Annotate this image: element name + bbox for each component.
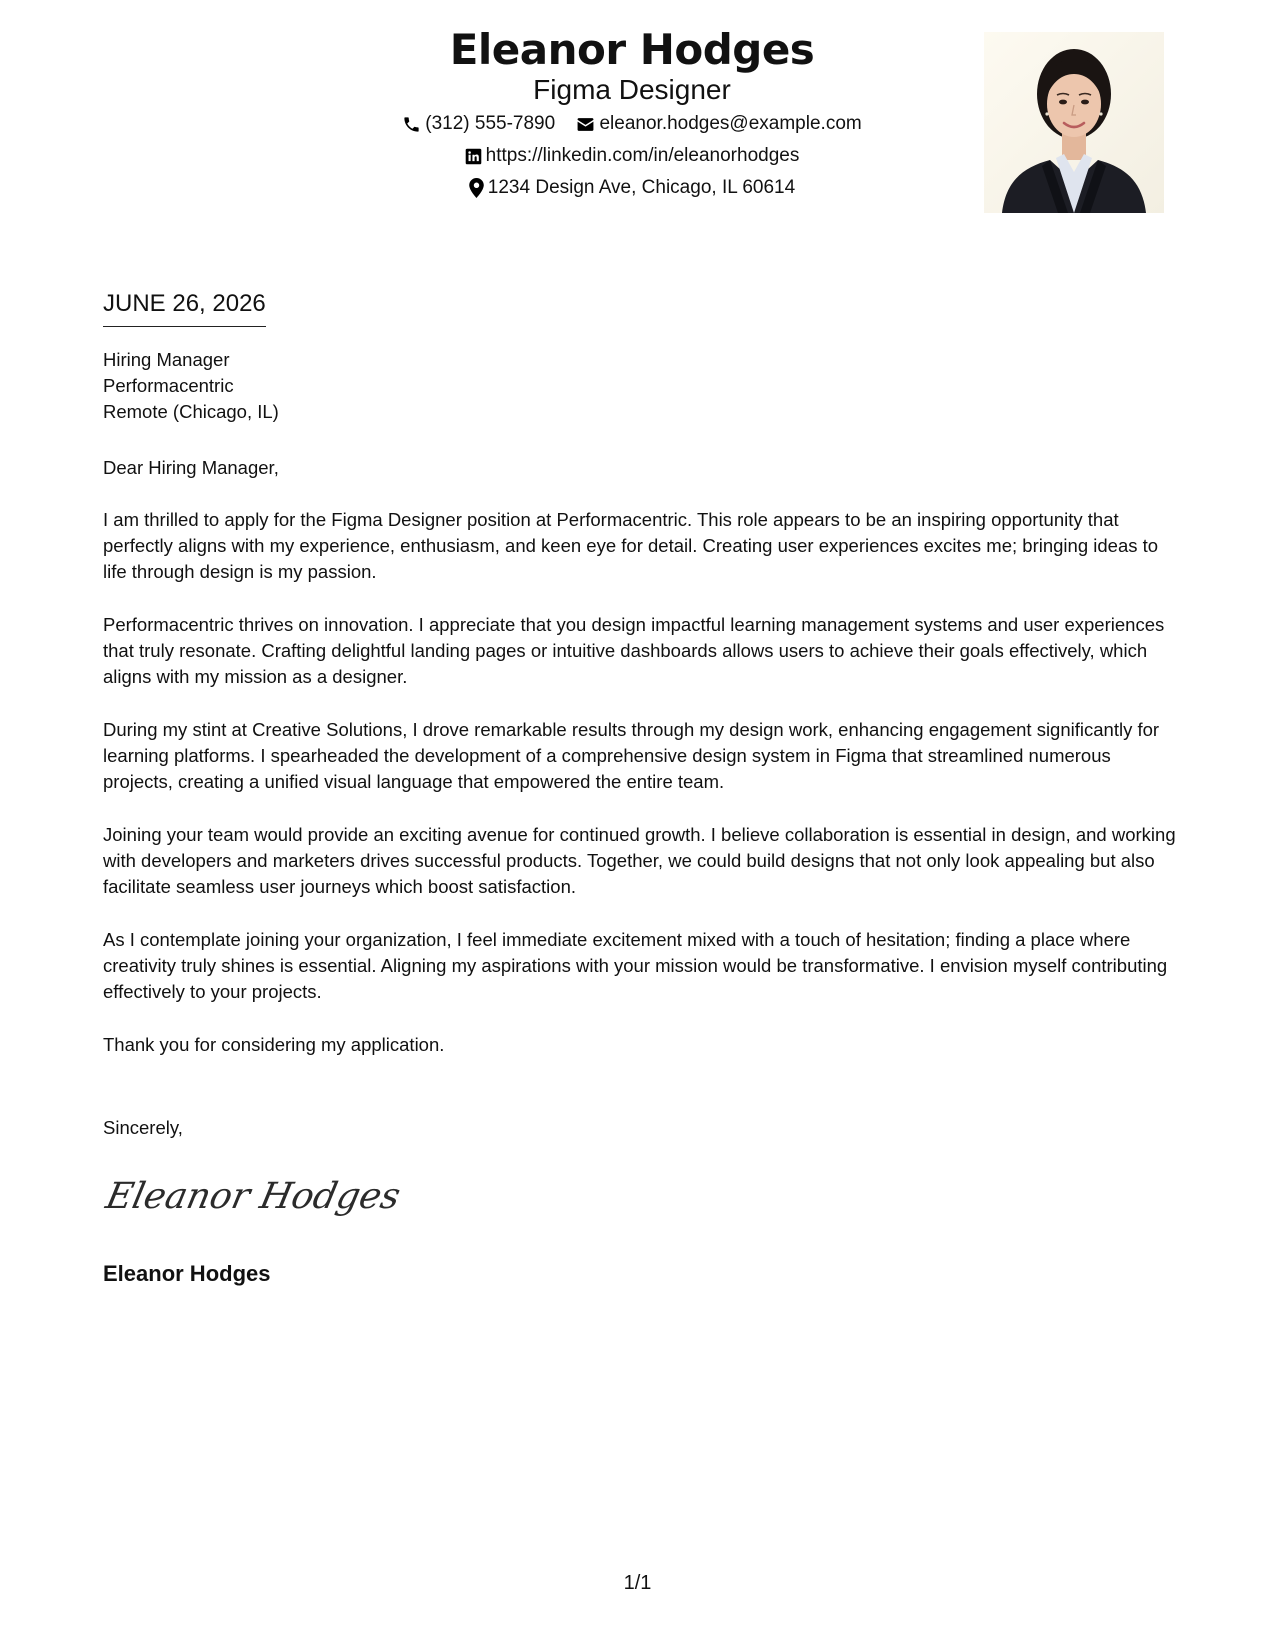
recipient-block [103, 347, 279, 425]
phone-icon [402, 115, 421, 134]
signer-name: Eleanor Hodges [103, 1261, 271, 1286]
envelope-icon [576, 115, 595, 134]
map-marker-icon [469, 178, 484, 198]
contact-phone [402, 111, 555, 137]
recipient-title: Hiring Manager [103, 349, 230, 370]
page-number: 1/1 [623, 1572, 652, 1594]
recipient-location: Remote (Chicago, IL) [103, 401, 279, 422]
letter-body [103, 507, 1178, 1085]
linkedin-url[interactable]: https://linkedin.com/in/eleanorhodges [485, 145, 800, 166]
body-paragraph: Thank you for considering my application. [103, 1034, 445, 1055]
letter-date: JUNE 26, 2026 [103, 288, 266, 327]
closing: Sincerely, [103, 1117, 183, 1138]
job-title: Figma Designer [533, 74, 731, 105]
contact-address [469, 175, 795, 201]
body-paragraph: Joining your team would provide an exciting avenue for continued growth. I believe collaboration is essential in design, and working with developers and marketers drives successful products. Together, we could build designs that not only look appealing but also facilitate seamless user journeys which boost satisfaction. [103, 824, 1176, 897]
email-address[interactable]: eleanor.hodges@example.com [599, 113, 862, 134]
linkedin-icon [465, 148, 482, 165]
profile-photo [984, 32, 1164, 213]
contact-email [576, 111, 861, 137]
recipient-company: Performacentric [103, 375, 234, 396]
body-paragraph: During my stint at Creative Solutions, I drove remarkable results through my design work, enhancing engagement significantly for learning platforms. I spearheaded the development of a comprehensive design system in Figma that streamlined numerous projects, creating a unified visual language that empowered the entire team. [103, 719, 1160, 792]
contact-linkedin [465, 143, 800, 169]
handwritten-signature [102, 1162, 405, 1232]
body-paragraph: I am thrilled to apply for the Figma Designer position at Performacentric. This role appears to be an inspiring opportunity that perfectly aligns with my experience, enthusiasm, and keen eye for detail. Creating user experiences excites me; bringing ideas to life through design is my passion. [103, 509, 1159, 582]
signature-text: Eleanor Hodges [102, 1174, 405, 1217]
phone-number: (312) 555-7890 [425, 113, 556, 134]
applicant-name: Eleanor Hodges [449, 25, 815, 74]
salutation: Dear Hiring Manager, [103, 457, 279, 478]
body-paragraph: As I contemplate joining your organization, I feel immediate excitement mixed with a touch of hesitation; finding a place where creativity truly shines is essential. Aligning my aspirations with your mission would be transformative. I envision myself contributing effectively to your projects. [103, 929, 1168, 1002]
body-paragraph: Performacentric thrives on innovation. I appreciate that you design impactful learning management systems and user experiences that truly resonate. Crafting delightful landing pages or intuitive dashboards allows users to achieve their goals effectively, which aligns with my mission as a designer. [103, 614, 1165, 687]
address-text: 1234 Design Ave, Chicago, IL 60614 [487, 177, 796, 198]
